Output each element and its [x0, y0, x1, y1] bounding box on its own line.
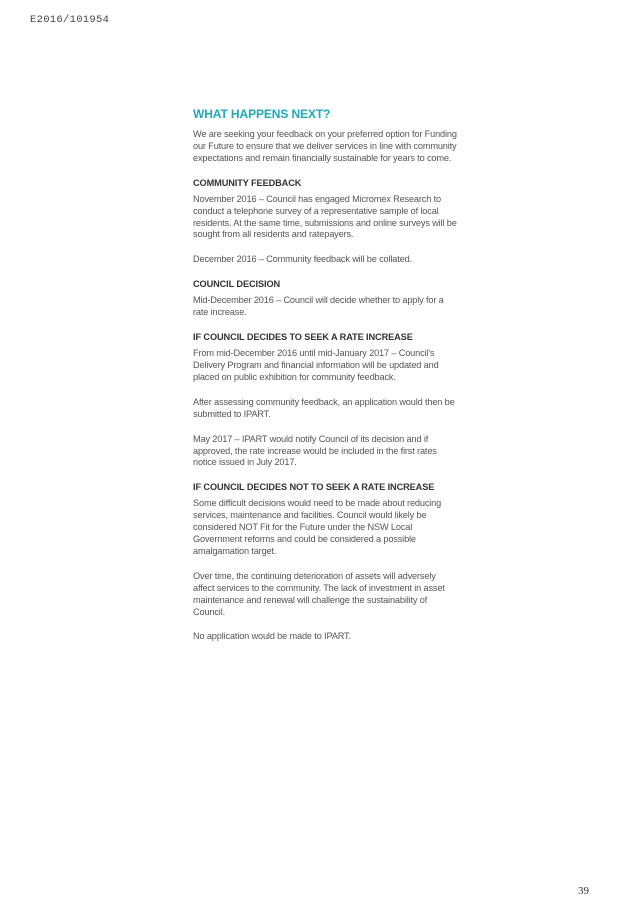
- paragraph: November 2016 – Council has engaged Micromex Research to conduct a telephone survey of a representative sample of local residents. At the same time, submissions and online surveys will be sought from all residents and ratepayers.: [193, 193, 457, 240]
- section-title: WHAT HAPPENS NEXT?: [193, 107, 331, 121]
- paragraph: December 2016 – Community feedback will be collated.: [193, 254, 412, 265]
- paragraph: May 2017 – IPART would notify Council of its decision and if approved, the rate increase would be included in the first rates notice issued in July 2017.: [193, 433, 437, 468]
- seek-increase-heading: IF COUNCIL DECIDES TO SEEK A RATE INCREASE: [193, 332, 413, 343]
- paragraph: Over time, the continuing deterioration of assets will adversely affect services to the community. The lack of investment in asset maintenance and renewal will challenge the sustainability of Council.: [193, 570, 445, 617]
- page-content: [193, 107, 459, 656]
- not-seek-increase-heading: IF COUNCIL DECIDES NOT TO SEEK A RATE INCREASE: [193, 482, 435, 493]
- intro-paragraph: We are seeking your feedback on your preferred option for Funding our Future to ensure that we deliver services in line with community expectations and remain financially sustainable for years to come.: [193, 129, 457, 163]
- paragraph: No application would be made to IPART.: [193, 631, 351, 642]
- page-number: 39: [578, 885, 589, 897]
- paragraph: From mid-December 2016 until mid-January 2017 – Council's Delivery Program and financial information will be updated and placed on public exhibition for community feedback.: [193, 348, 439, 382]
- paragraph: Mid-December 2016 – Council will decide whether to apply for a rate increase.: [193, 295, 444, 318]
- paragraph: After assessing community feedback, an application would then be submitted to IPART.: [193, 396, 455, 419]
- document-reference: E2016/101954: [30, 14, 110, 26]
- paragraph: Some difficult decisions would need to be made about reducing services, maintenance and facilities. Council would likely be considered NOT Fit for the Future under the NSW Local Government reforms and could be considered a possible amalgamation target.: [193, 498, 442, 556]
- council-decision-heading: COUNCIL DECISION: [193, 279, 281, 290]
- community-feedback-heading: COMMUNITY FEEDBACK: [193, 177, 302, 188]
